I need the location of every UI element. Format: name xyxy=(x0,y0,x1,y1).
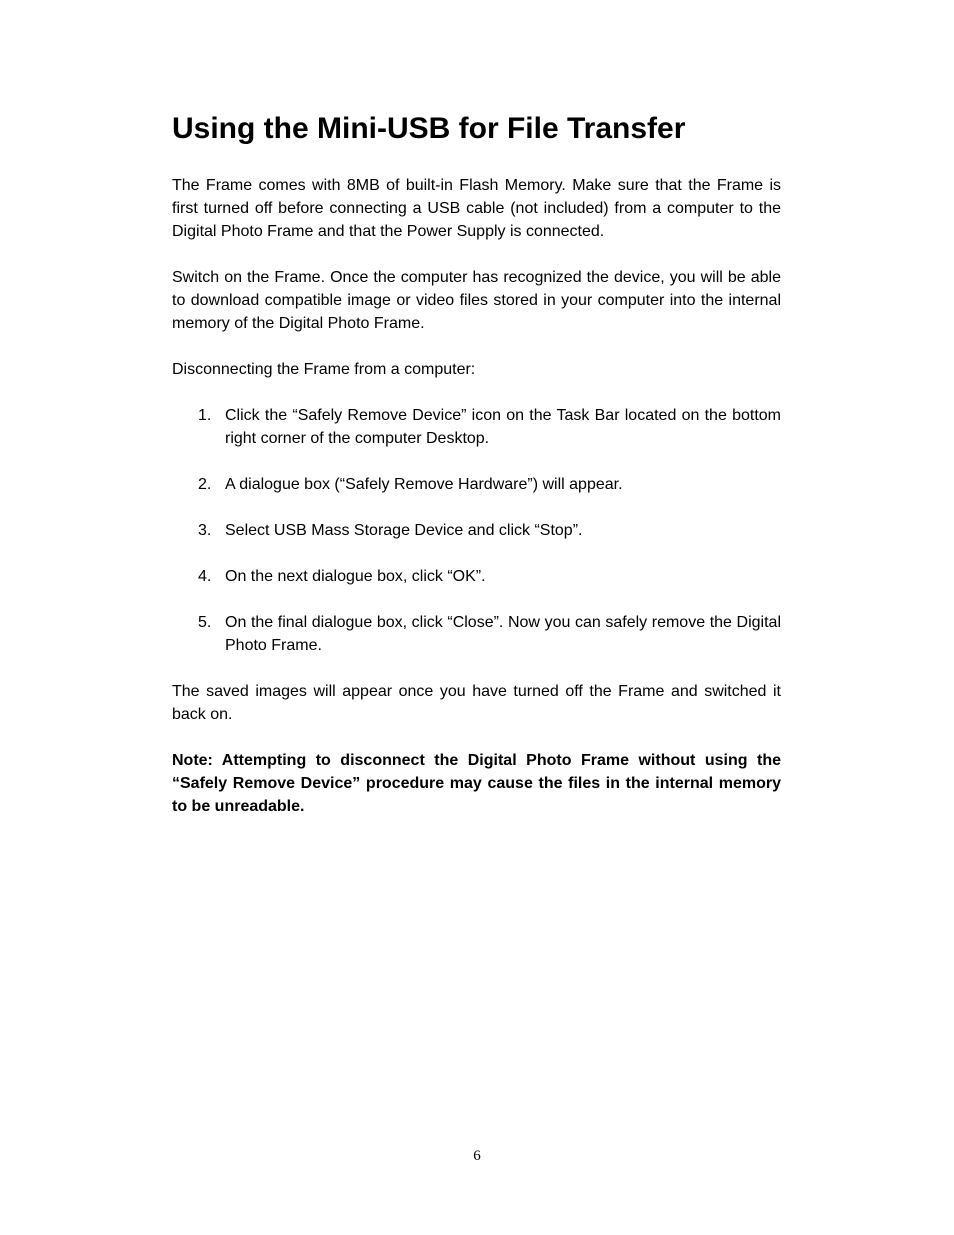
list-item xyxy=(172,565,781,588)
step-number: 2. xyxy=(198,476,212,493)
list-item xyxy=(172,404,781,450)
step-number: 1. xyxy=(198,407,212,424)
page-title: Using the Mini-USB for File Transfer xyxy=(172,112,686,145)
list-item xyxy=(172,611,781,657)
step-text: On the final dialogue box, click “Close”. Now you can safely remove the Digital Photo Frame. xyxy=(225,614,781,654)
step-text: A dialogue box (“Safely Remove Hardware”) will appear. xyxy=(225,476,623,493)
page-content xyxy=(172,108,781,818)
step-number: 4. xyxy=(198,568,212,585)
step-number: 5. xyxy=(198,614,212,631)
intro-paragraph: The Frame comes with 8MB of built-in Flash Memory. Make sure that the Frame is first turned off before connecting a USB cable (not included) from a computer to the Digital Photo Frame and that the Power Supply is connected. xyxy=(172,177,781,240)
step-text: Select USB Mass Storage Device and click “Stop”. xyxy=(225,522,583,539)
closing-paragraph: The saved images will appear once you have turned off the Frame and switched it back on. xyxy=(172,683,781,723)
disconnect-steps-list xyxy=(172,404,781,657)
note-paragraph: Note: Attempting to disconnect the Digital Photo Frame without using the “Safely Remove Device” procedure may cause the files in the internal memory to be unreadable. xyxy=(172,752,781,815)
step-number: 3. xyxy=(198,522,212,539)
disconnecting-heading: Disconnecting the Frame from a computer: xyxy=(172,361,476,378)
list-item xyxy=(172,519,781,542)
step-text: Click the “Safely Remove Device” icon on the Task Bar located on the bottom right corner of the computer Desktop. xyxy=(225,407,781,447)
page-number: 6 xyxy=(473,1148,481,1164)
list-item xyxy=(172,473,781,496)
step-text: On the next dialogue box, click “OK”. xyxy=(225,568,486,585)
switch-on-paragraph: Switch on the Frame. Once the computer has recognized the device, you will be able to download compatible image or video files stored in your computer into the internal memory of the Digital Photo Frame. xyxy=(172,269,781,332)
